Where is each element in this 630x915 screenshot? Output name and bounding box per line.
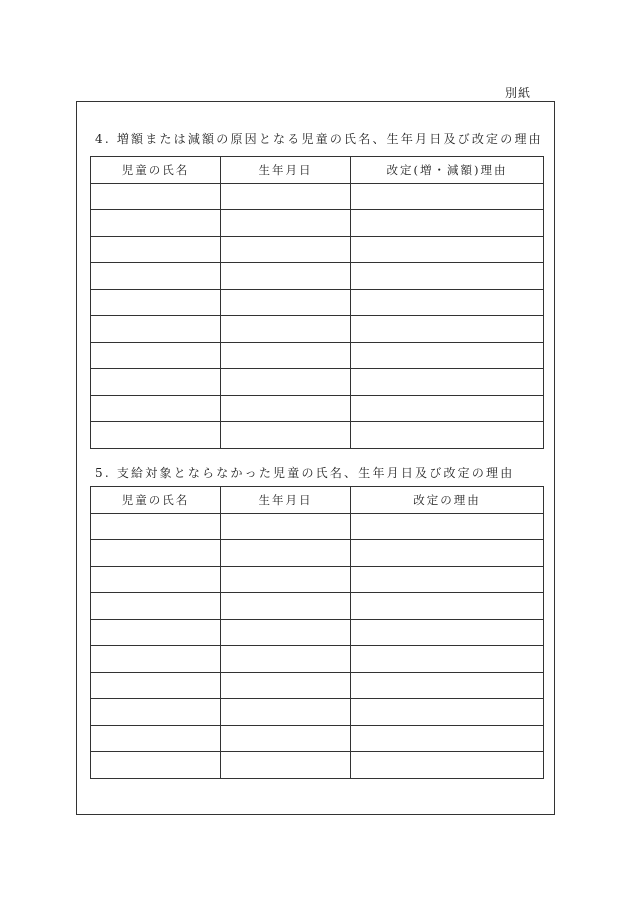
- table-row: [91, 395, 544, 422]
- table-cell[interactable]: [221, 183, 351, 210]
- table-cell[interactable]: [221, 289, 351, 316]
- table-cell[interactable]: [91, 672, 221, 699]
- section4-title: [95, 130, 543, 147]
- table-row: [91, 725, 544, 752]
- table-row: [91, 566, 544, 593]
- table-cell[interactable]: [91, 513, 221, 540]
- section5-header-name: 児童の氏名: [91, 487, 221, 514]
- table-row: [91, 422, 544, 449]
- table-cell[interactable]: [351, 540, 544, 567]
- table-cell[interactable]: [351, 672, 544, 699]
- table-cell[interactable]: [221, 236, 351, 263]
- section4-table: [90, 156, 544, 449]
- table-cell[interactable]: [351, 183, 544, 210]
- table-cell[interactable]: [351, 316, 544, 343]
- table-cell[interactable]: [91, 342, 221, 369]
- table-cell[interactable]: [221, 619, 351, 646]
- table-cell[interactable]: [91, 725, 221, 752]
- table-cell[interactable]: [351, 422, 544, 449]
- table-cell[interactable]: [91, 752, 221, 779]
- section5-title: [95, 464, 514, 481]
- section5-header-birthdate: 生年月日: [221, 487, 351, 514]
- table-cell[interactable]: [221, 422, 351, 449]
- section5-title-text: 支給対象とならなかった児童の氏名、生年月日及び改定の理由: [116, 466, 515, 480]
- table-cell[interactable]: [351, 619, 544, 646]
- table-cell[interactable]: [221, 593, 351, 620]
- table-cell[interactable]: [91, 619, 221, 646]
- table-cell[interactable]: [221, 566, 351, 593]
- table-row: [91, 316, 544, 343]
- table-row: [91, 342, 544, 369]
- table-cell[interactable]: [351, 342, 544, 369]
- table-row: [91, 369, 544, 396]
- table-cell[interactable]: [91, 566, 221, 593]
- table-cell[interactable]: [91, 699, 221, 726]
- table-row: [91, 263, 544, 290]
- table-row: [91, 540, 544, 567]
- table-cell[interactable]: [91, 395, 221, 422]
- table-cell[interactable]: [221, 210, 351, 237]
- table-cell[interactable]: [221, 699, 351, 726]
- table-row: [91, 619, 544, 646]
- table-cell[interactable]: [351, 566, 544, 593]
- section4-title-text: 増額または減額の原因となる児童の氏名、生年月日及び改定の理由: [116, 132, 543, 146]
- section5-table-body: [91, 513, 544, 778]
- table-cell[interactable]: [351, 395, 544, 422]
- table-row: [91, 699, 544, 726]
- table-cell[interactable]: [351, 646, 544, 673]
- table-cell[interactable]: [221, 725, 351, 752]
- table-cell[interactable]: [221, 316, 351, 343]
- section4-header-name: 児童の氏名: [91, 157, 221, 184]
- table-cell[interactable]: [91, 316, 221, 343]
- table-row: [91, 593, 544, 620]
- table-cell[interactable]: [351, 725, 544, 752]
- section5-table: [90, 486, 544, 779]
- table-cell[interactable]: [351, 210, 544, 237]
- table-row: [91, 289, 544, 316]
- section4-table-body: [91, 183, 544, 448]
- table-cell[interactable]: [221, 752, 351, 779]
- table-row: [91, 210, 544, 237]
- attachment-label: 別紙: [505, 86, 532, 100]
- table-row: [91, 646, 544, 673]
- table-cell[interactable]: [351, 593, 544, 620]
- table-cell[interactable]: [91, 210, 221, 237]
- table-row: [91, 236, 544, 263]
- table-row: [91, 513, 544, 540]
- table-cell[interactable]: [221, 513, 351, 540]
- table-cell[interactable]: [91, 369, 221, 396]
- table-cell[interactable]: [91, 593, 221, 620]
- table-cell[interactable]: [221, 672, 351, 699]
- table-cell[interactable]: [221, 369, 351, 396]
- table-cell[interactable]: [91, 263, 221, 290]
- table-cell[interactable]: [351, 513, 544, 540]
- table-row: [91, 183, 544, 210]
- table-cell[interactable]: [91, 236, 221, 263]
- table-cell[interactable]: [221, 263, 351, 290]
- section5-number: 5.: [95, 466, 111, 480]
- table-cell[interactable]: [91, 289, 221, 316]
- section5-header-reason: 改定の理由: [351, 487, 544, 514]
- section4-header-birthdate: 生年月日: [221, 157, 351, 184]
- table-cell[interactable]: [221, 342, 351, 369]
- table-cell[interactable]: [91, 183, 221, 210]
- table-cell[interactable]: [221, 395, 351, 422]
- section4-header-reason: 改定(増・減額)理由: [351, 157, 544, 184]
- table-cell[interactable]: [91, 646, 221, 673]
- table-cell[interactable]: [351, 752, 544, 779]
- table-cell[interactable]: [221, 646, 351, 673]
- table-cell[interactable]: [221, 540, 351, 567]
- table-cell[interactable]: [351, 369, 544, 396]
- section4-number: 4.: [95, 132, 111, 146]
- table-cell[interactable]: [91, 422, 221, 449]
- section4-header-row: [91, 157, 544, 184]
- section5-header-row: [91, 487, 544, 514]
- table-cell[interactable]: [351, 263, 544, 290]
- table-row: [91, 752, 544, 779]
- table-cell[interactable]: [351, 699, 544, 726]
- table-cell[interactable]: [351, 236, 544, 263]
- table-cell[interactable]: [91, 540, 221, 567]
- table-cell[interactable]: [351, 289, 544, 316]
- table-row: [91, 672, 544, 699]
